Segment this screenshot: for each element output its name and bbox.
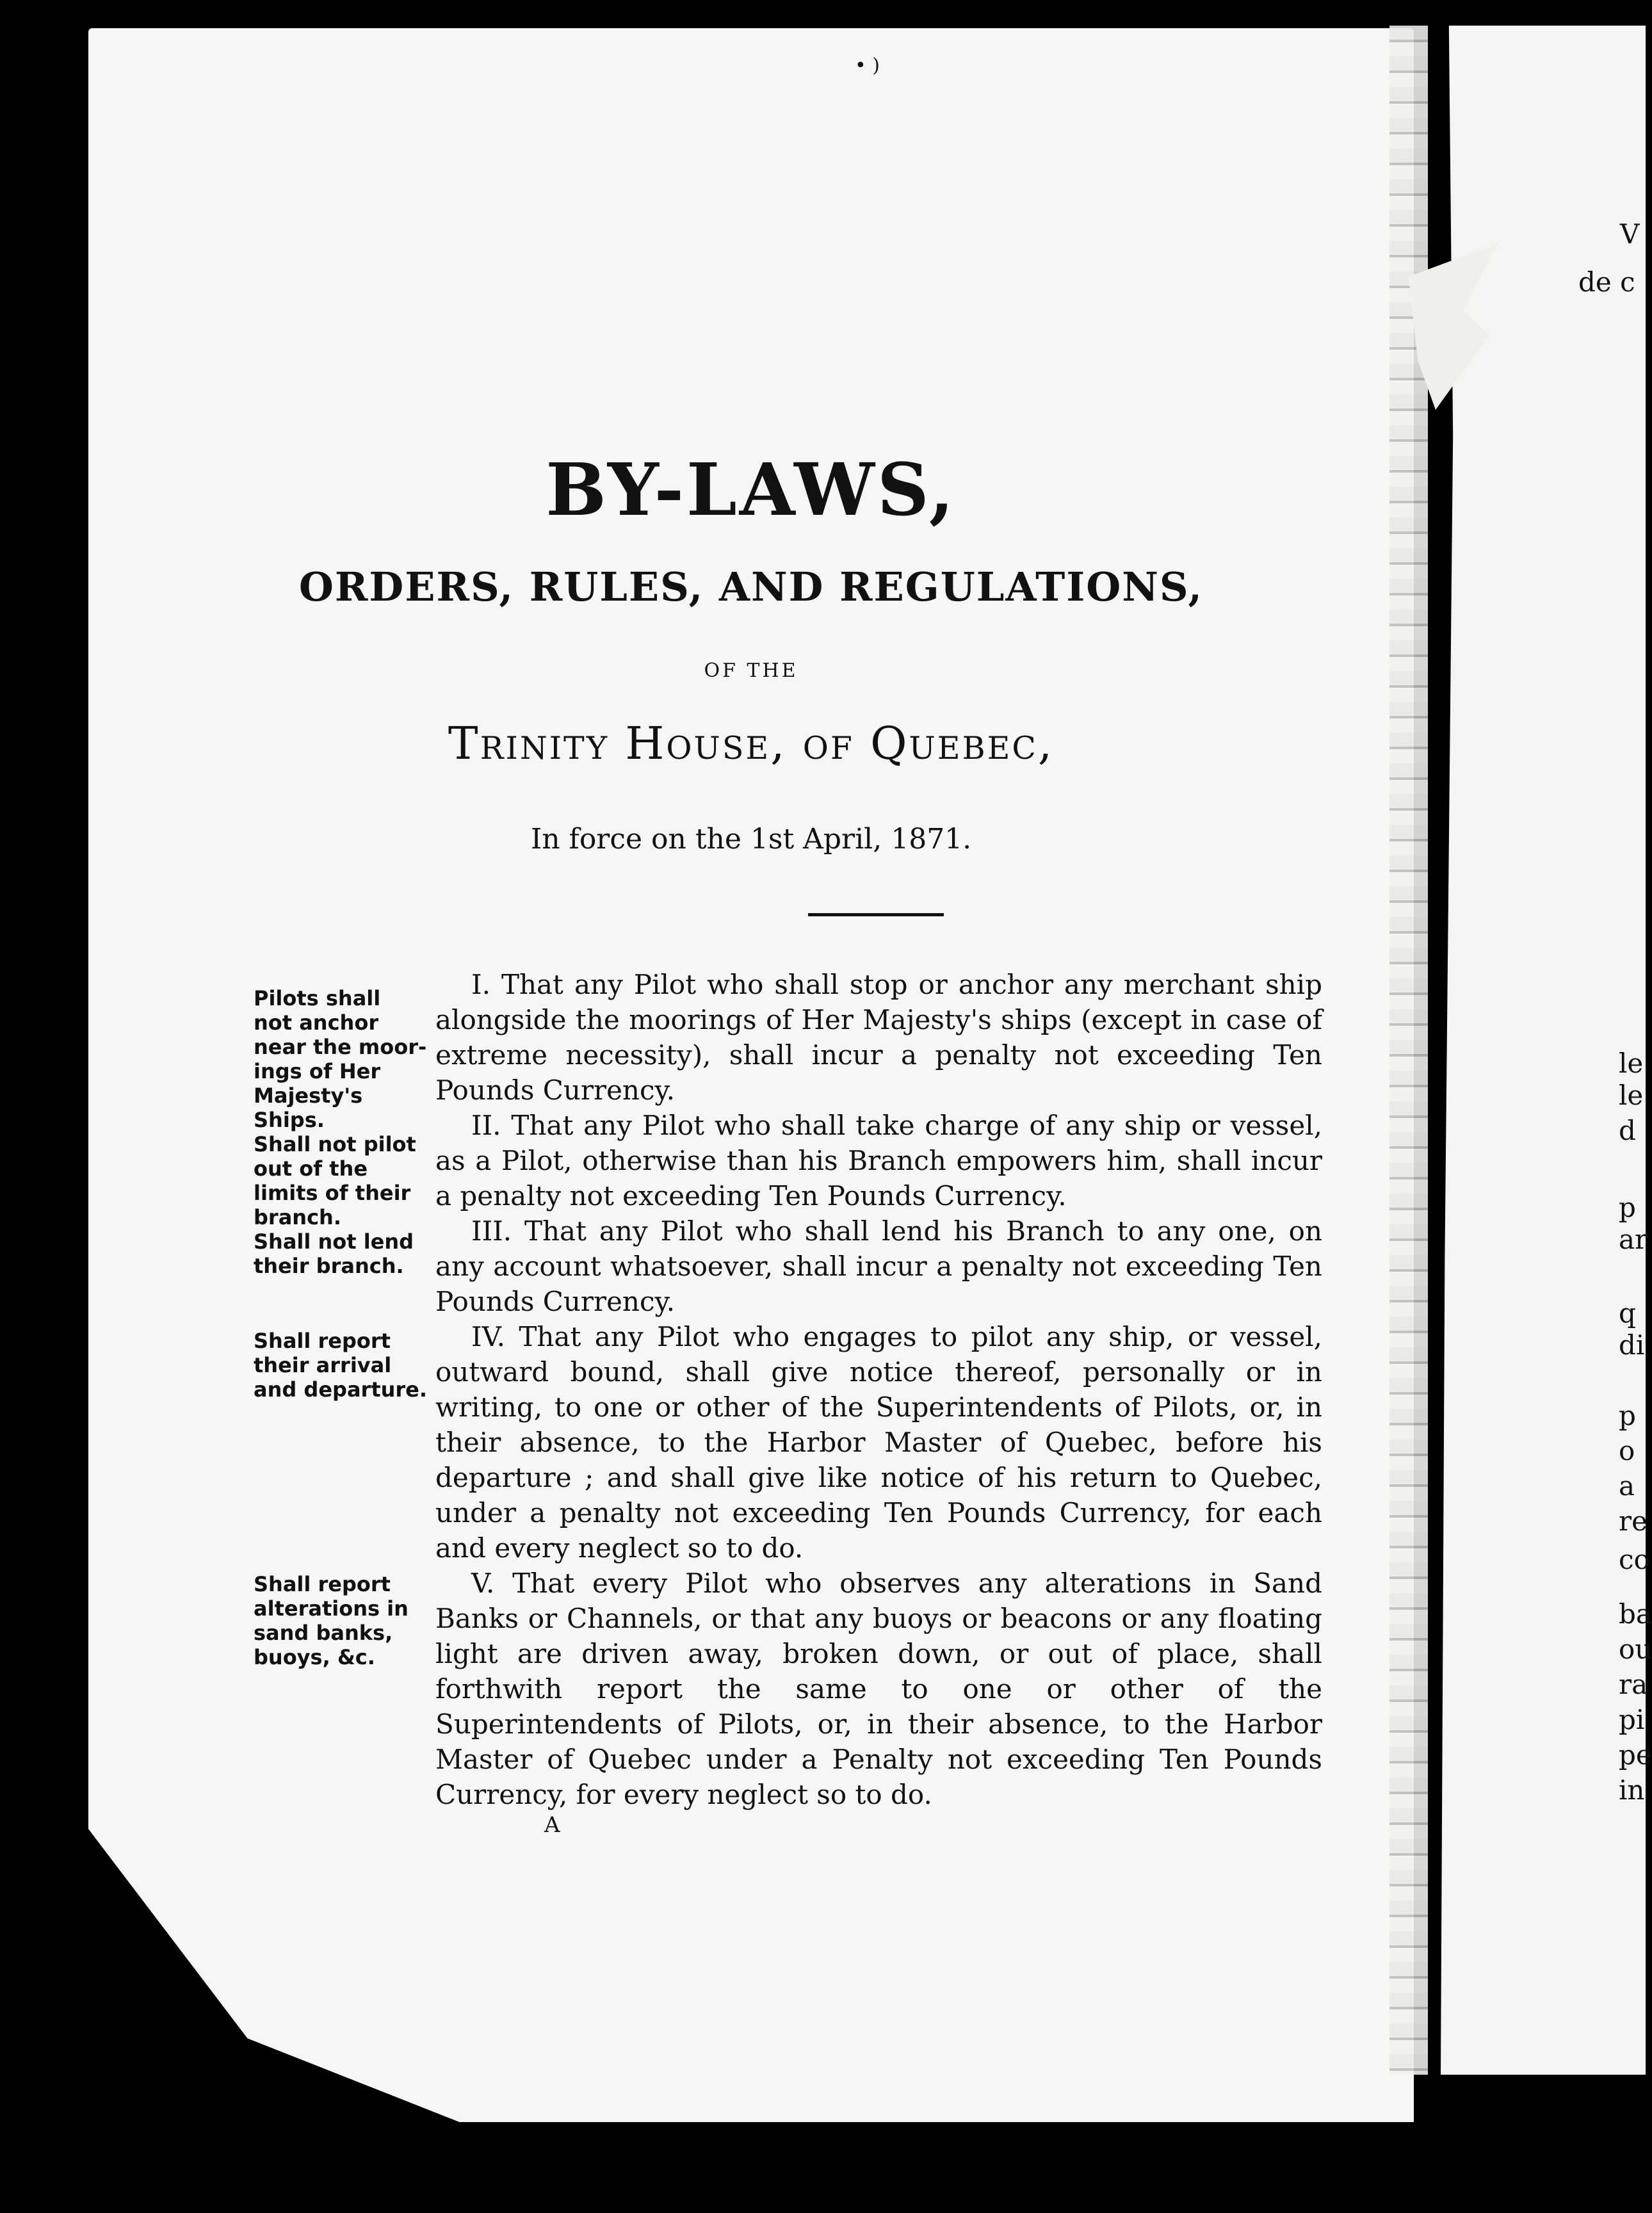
signature-mark: A <box>544 1812 560 1838</box>
margin-note-2: Shall report their arrival and departure. <box>254 1329 428 1402</box>
right-page-fragment: pe <box>1619 1739 1652 1771</box>
right-page-fragment: p <box>1619 1400 1636 1431</box>
right-page-fragment: o <box>1619 1435 1635 1466</box>
right-page-fragment: ra <box>1619 1669 1648 1700</box>
right-page-fragment: V <box>1620 218 1640 250</box>
bylaw-paragraph: II. That any Pilot who shall take charge of any ship or vessel, as a Pilot, otherwise than his Branch empowers him, shall incur a penalty not exceeding Ten Pounds Currency. <box>435 1110 1322 1212</box>
right-page-fragment: ou <box>1619 1633 1652 1665</box>
bylaw-paragraph: III. That any Pilot who shall lend his Branch to any one, on any account whatsoever, shall incur a penalty not exceeding Ten Pounds Currency. <box>435 1215 1322 1317</box>
right-page-fragment: di <box>1619 1329 1645 1361</box>
margin-note-3: Shall report alterations in sand banks, buoys, &c. <box>254 1572 409 1669</box>
bylaw-paragraph: I. That any Pilot who shall stop or anchor any merchant ship alongside the moorings of Her Majesty's ships (except in case of extreme necessity), shall incur a penalty not exceeding Ten Pounds Currency. <box>435 969 1322 1106</box>
right-page-fragment: de c <box>1578 266 1635 298</box>
margin-note-1: Pilots shall not anchor near the moor- ings of Her Majesty's Ships. Shall not pilot out of the limits of their branch. Shall not lend their branch. <box>254 986 427 1278</box>
header-mark: • ) <box>855 54 880 77</box>
of-the-line: OF THE <box>704 660 798 682</box>
right-page-fragment: ar <box>1619 1224 1648 1255</box>
right-page-fragment: ba <box>1619 1598 1652 1630</box>
page-subtitle: ORDERS, RULES, AND REGULATIONS, <box>298 563 1204 610</box>
page-title: BY-LAWS, <box>546 448 957 532</box>
divider-rule <box>808 913 944 916</box>
bylaws-body <box>435 967 1322 1812</box>
right-page-fragment: a <box>1619 1470 1635 1502</box>
bylaw-paragraph: IV. That any Pilot who engages to pilot any ship, or vessel, outward bound, shall give notice thereof, personally or in writing, to one or other of the Superintendents of Pilots, or, in their absence, to the Harbor Master of Quebec, before his departure ; and shall give like notice of his return to Quebec, under a penalty not exceeding Ten Pounds Currency, for each and every neglect so to do. <box>435 1321 1322 1564</box>
right-page-fragment: le <box>1619 1048 1644 1079</box>
date-line: In force on the 1st April, 1871. <box>530 823 972 855</box>
right-page-fragment: q <box>1619 1297 1636 1329</box>
right-page-fragment: p <box>1619 1192 1636 1223</box>
institution-name: Trinity House, of Quebec, <box>448 717 1055 770</box>
right-page-fragment: le <box>1619 1080 1644 1111</box>
right-page-fragment: pi <box>1619 1704 1645 1735</box>
right-page-fragment: co <box>1619 1544 1650 1575</box>
bylaw-paragraph: V. That every Pilot who observes any alterations in Sand Banks or Channels, or that any buoys or beacons or any floating light are driven away, broken down, or out of place, shall forthwith report the same to one or other of the Superintendents of Pilots, or, in their absence, to the Harbor Master of Quebec under a Penalty not exceeding Ten Pounds Currency, for every neglect so to do. <box>435 1568 1322 1810</box>
right-page-fragment: in <box>1619 1774 1645 1806</box>
right-page-fragment: d <box>1619 1115 1636 1146</box>
right-page-fragment: re <box>1619 1505 1648 1537</box>
